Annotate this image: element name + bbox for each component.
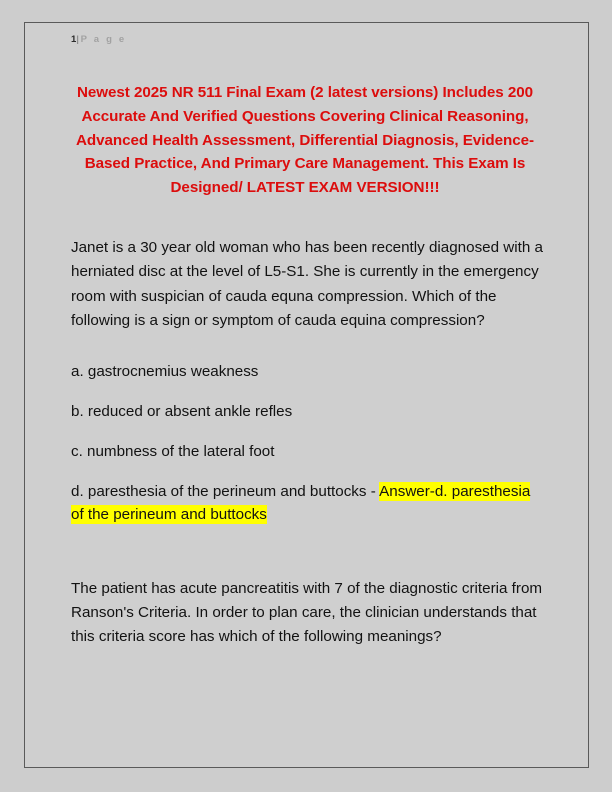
page-number: 1 [71,34,77,45]
document-title: Newest 2025 NR 511 Final Exam (2 latest versions) Includes 200 Accurate And Verified Questions Covering Clinical Reasoning, Advanced Health Assessment, Differential Diagnosis, Evidence-Based Practice, And Primary Care Management. This Exam Is Designed/ LATEST EXAM VERSION!!! [75,84,535,197]
question-1-stem: Janet is a 30 year old woman who has been recently diagnosed with a herniated disc at the level of L5-S1. She is currently in the emergency room with suspician of cauda equna compression. Which of the following is a sign or symptom of cauda equina compression? [71,238,543,330]
running-header [71,33,541,47]
option-d [71,480,545,526]
option-d-text: d. paresthesia of the perineum and buttocks - [71,482,380,500]
question-2-stem: The patient has acute pancreatitis with 7 of the diagnostic criteria from Ranson's Criteria. In order to plan care, the clinician understands that this criteria score has which of the following meanings? [71,579,543,646]
header-separator: | [76,34,81,45]
question-1-options [71,360,541,526]
option-a: a. gastrocnemius weakness [71,362,259,380]
answer-highlight: Answer-d. paresthesia of the perineum and buttocks [71,482,531,523]
option-c: c. numbness of the lateral foot [71,442,275,460]
option-b: b. reduced or absent ankle refles [71,402,293,420]
header-page-label: P a g e [80,34,127,45]
page-content [71,33,541,650]
